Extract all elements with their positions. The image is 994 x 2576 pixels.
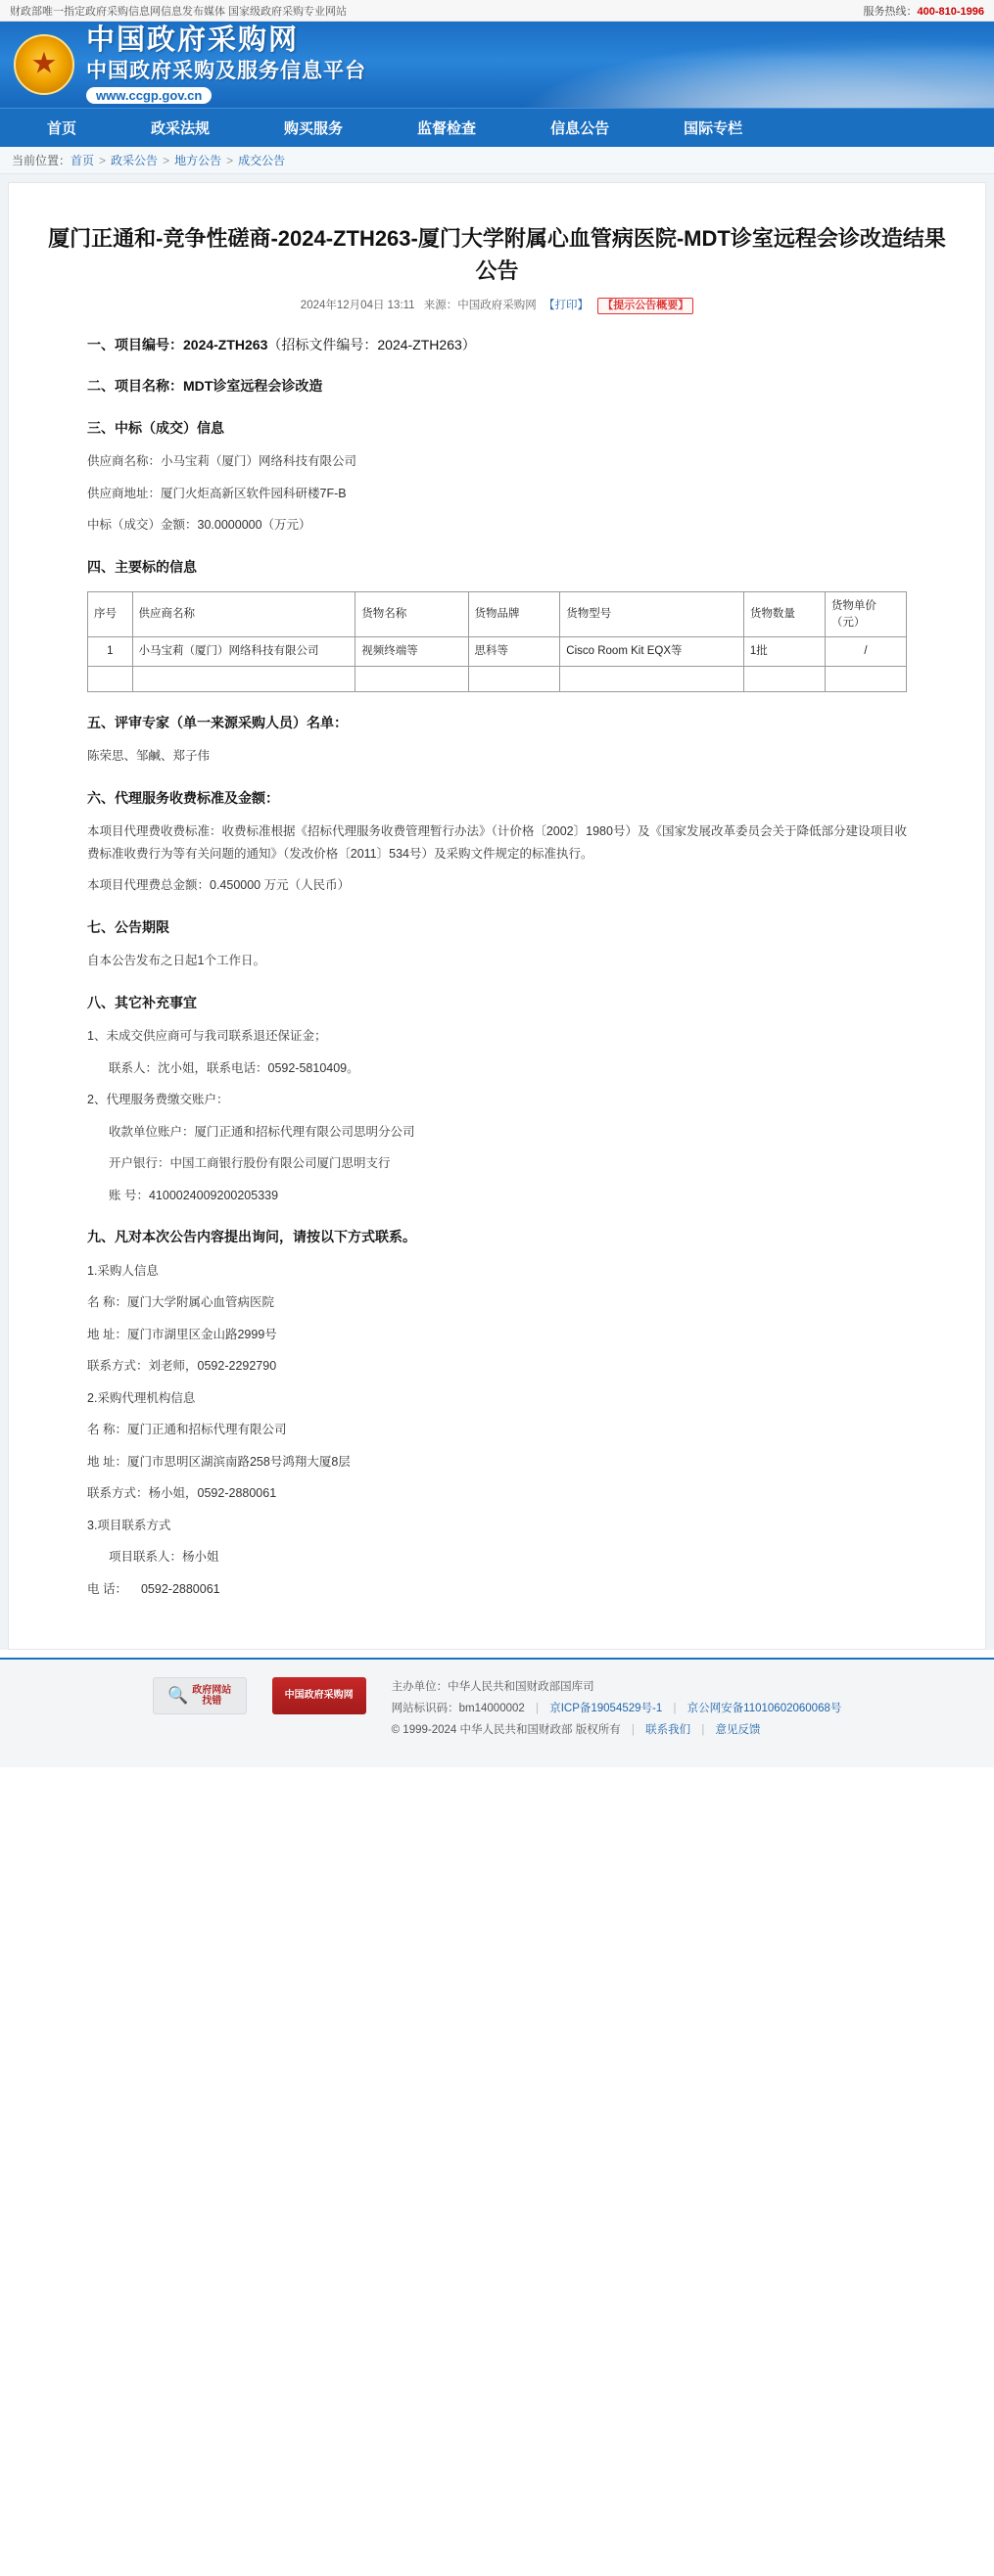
agency-fee-standard: 本项目代理费收费标准：收费标准根据《招标代理服务收费管理暂行办法》（计价格〔2002〕1980号）及《国家发展改革委员会关于降低部分建设项目收费标准收费行为等有关问题的通知》（发改价格〔2011〕534号）及采购文件规定的标准执行。 bbox=[87, 824, 907, 861]
hotline-number: 400-810-1996 bbox=[917, 5, 984, 18]
table-header-row bbox=[88, 592, 907, 637]
nav-item-home[interactable]: 首页 bbox=[47, 120, 77, 137]
publish-date: 2024年12月04日 13:11 bbox=[300, 300, 415, 311]
supplier-address-label: 供应商地址： bbox=[87, 486, 162, 500]
purchaser-name-label: 名 称： bbox=[87, 1295, 127, 1310]
breadcrumb-separator: > bbox=[163, 153, 170, 167]
col-header-goods-name: 货物名称 bbox=[355, 592, 468, 637]
cell-quantity bbox=[743, 667, 825, 692]
agency-address-row bbox=[87, 1451, 907, 1474]
footer-ids bbox=[392, 1699, 842, 1720]
project-contact-title: 3.项目联系方式 bbox=[87, 1518, 171, 1532]
magnifier-icon: 🔍 bbox=[167, 1686, 189, 1706]
agency-address-label: 地 址： bbox=[87, 1454, 127, 1469]
main-nav[interactable] bbox=[0, 108, 994, 147]
breadcrumb-separator: > bbox=[99, 153, 107, 167]
section-project-number bbox=[87, 334, 907, 355]
summary-badge[interactable]: 【提示公告概要】 bbox=[597, 298, 693, 314]
banner-text-block bbox=[86, 24, 366, 106]
col-header-supplier: 供应商名称 bbox=[132, 592, 355, 637]
supplement-item-2: 2、代理服务费缴交账户： bbox=[87, 1093, 229, 1107]
footer-divider: | bbox=[701, 1723, 705, 1736]
table-row bbox=[88, 667, 907, 692]
footer-icp-value: bm14000002 bbox=[458, 1702, 525, 1714]
article-body bbox=[46, 334, 948, 1600]
site-title: 中国政府采购网 bbox=[86, 23, 300, 56]
cell-goods-name: 视频终端等 bbox=[355, 637, 468, 667]
nav-item-supervision[interactable]: 监督检查 bbox=[417, 120, 477, 137]
project-contact-tel-label: 电 话： bbox=[87, 1581, 127, 1596]
ccgp-seal-badge[interactable] bbox=[272, 1677, 366, 1714]
badge-gov-line2: 找错 bbox=[202, 1696, 222, 1708]
project-number-value: 2024-ZTH263 bbox=[183, 337, 268, 352]
purchaser-contact-label: 联系方式： bbox=[87, 1359, 149, 1374]
footer-copyright-row bbox=[392, 1720, 842, 1742]
utility-bar-tagline: 财政部唯一指定政府采购信息网信息发布媒体 国家级政府采购专业网站 bbox=[10, 5, 348, 18]
supplier-address-value: 厦门火炬高新区软件园科研楼7F-B bbox=[161, 486, 347, 500]
project-number-note: （招标文件编号：2024-ZTH263） bbox=[267, 337, 476, 352]
section-2-title: 二、项目名称： bbox=[87, 378, 183, 395]
agency-info-title: 2.采购代理机构信息 bbox=[87, 1390, 196, 1405]
breadcrumb-item-result[interactable]: 成交公告 bbox=[238, 154, 286, 167]
footer-divider: | bbox=[673, 1702, 677, 1714]
site-url[interactable]: www.ccgp.gov.cn bbox=[86, 87, 212, 104]
section-5-title: 五、评审专家（单一来源采购人员）名单： bbox=[87, 715, 348, 731]
page-title: 厦门正通和-竞争性磋商-2024-ZTH263-厦门大学附属心血管病医院-MDT诊室远程会诊改造结果公告 bbox=[48, 226, 946, 283]
announcement-period: 自本公告发布之日起1个工作日。 bbox=[87, 954, 265, 968]
badge-red-line1: 中国政府采购网 bbox=[284, 1690, 354, 1702]
breadcrumb-item-local[interactable]: 地方公告 bbox=[174, 154, 222, 167]
badge-gov-text bbox=[192, 1685, 231, 1708]
footer-host: 主办单位：中华人民共和国财政部国库司 bbox=[391, 1681, 594, 1694]
cell-quantity: 1批 bbox=[743, 637, 825, 667]
page-body bbox=[0, 174, 994, 1650]
breadcrumb bbox=[0, 147, 994, 174]
footer-divider: | bbox=[631, 1723, 635, 1736]
col-header-brand: 货物品牌 bbox=[468, 592, 560, 637]
cell-supplier bbox=[132, 667, 355, 692]
national-emblem-icon bbox=[14, 34, 74, 95]
project-contact-person-label: 项目联系人： bbox=[109, 1550, 183, 1565]
site-banner bbox=[0, 22, 994, 108]
footer-copyright: © 1999-2024 中华人民共和国财政部 版权所有 bbox=[391, 1723, 621, 1736]
cell-model: Cisco Room Kit EQX等 bbox=[560, 637, 744, 667]
agency-name-row bbox=[87, 1419, 907, 1441]
purchaser-address-row bbox=[87, 1324, 907, 1346]
project-contact-tel-row bbox=[87, 1578, 907, 1601]
agency-name-label: 名 称： bbox=[87, 1423, 127, 1437]
section-1-title: 一、项目编号： bbox=[87, 337, 183, 352]
supplement-item-1: 1、未成交供应商可与我司联系退还保证金； bbox=[87, 1029, 327, 1044]
nav-item-purchase-service[interactable]: 购买服务 bbox=[284, 120, 344, 137]
purchaser-contact-row bbox=[87, 1355, 907, 1378]
breadcrumb-item-announcements[interactable]: 政采公告 bbox=[111, 154, 159, 167]
col-header-quantity: 货物数量 bbox=[743, 592, 825, 637]
supplier-name-value: 小马宝莉（厦门）网络科技有限公司 bbox=[161, 454, 357, 469]
supplier-address-row bbox=[87, 483, 907, 505]
purchaser-contact-value: 刘老师，0592-2292790 bbox=[148, 1359, 277, 1374]
review-experts-value: 陈荣思、邹鹹、郑子伟 bbox=[87, 749, 211, 764]
hotline-label: 服务热线： bbox=[863, 5, 918, 18]
section-9-title: 九、凡对本次公告内容提出询问，请按以下方式联系。 bbox=[87, 1229, 416, 1245]
award-amount-row bbox=[87, 514, 907, 537]
main-goods-table bbox=[87, 591, 907, 692]
breadcrumb-separator: > bbox=[226, 153, 234, 167]
agency-address-value: 厦门市思明区湖滨南路258号鸿翔大厦8层 bbox=[126, 1454, 351, 1469]
purchaser-name-value: 厦门大学附属心血管病医院 bbox=[126, 1295, 274, 1310]
breadcrumb-prefix: 当前位置： bbox=[12, 154, 71, 167]
purchaser-info-title: 1.采购人信息 bbox=[87, 1263, 159, 1278]
footer-contact-link[interactable]: 联系我们 bbox=[645, 1723, 691, 1736]
award-amount-label: 中标（成交）金额： bbox=[87, 518, 198, 533]
cell-goods-name bbox=[355, 667, 468, 692]
project-name-value: MDT诊室远程会诊改造 bbox=[183, 378, 323, 395]
cell-brand: 思科等 bbox=[468, 637, 560, 667]
section-7-title: 七、公告期限 bbox=[87, 918, 169, 935]
article-card bbox=[8, 182, 986, 1650]
agency-name-value: 厦门正通和招标代理有限公司 bbox=[126, 1423, 287, 1437]
project-contact-person-value: 杨小姐 bbox=[182, 1550, 219, 1565]
nav-item-international[interactable]: 国际专栏 bbox=[684, 120, 743, 137]
breadcrumb-item-home[interactable]: 首页 bbox=[71, 154, 95, 167]
footer-info bbox=[392, 1677, 842, 1742]
purchaser-address-label: 地 址： bbox=[87, 1327, 127, 1341]
payee-account-name: 收款单位账户：厦门正通和招标代理有限公司思明分公司 bbox=[109, 1124, 415, 1139]
supplier-name-label: 供应商名称： bbox=[87, 454, 162, 469]
payee-bank: 开户银行：中国工商银行股份有限公司厦门思明支行 bbox=[109, 1156, 391, 1171]
award-amount-value: 30.0000000（万元） bbox=[197, 518, 311, 533]
supplement-item-1-contact: 联系人：沈小姐，联系电话：0592-5810409。 bbox=[109, 1060, 359, 1075]
agency-contact-label: 联系方式： bbox=[87, 1486, 149, 1501]
project-contact-person-row bbox=[109, 1546, 907, 1569]
nav-item-announcements[interactable]: 信息公告 bbox=[550, 120, 610, 137]
cell-unit-price: / bbox=[825, 637, 906, 667]
col-header-unit-price: 货物单价（元） bbox=[825, 592, 906, 637]
supplier-name-row bbox=[87, 450, 907, 473]
gov-website-error-report-badge[interactable] bbox=[153, 1677, 247, 1714]
service-hotline bbox=[863, 3, 984, 19]
cell-model bbox=[560, 667, 744, 692]
project-contact-tel-value: 0592-2880061 bbox=[140, 1581, 220, 1596]
utility-bar bbox=[0, 0, 994, 22]
section-6-title: 六、代理服务收费标准及金额： bbox=[87, 789, 279, 806]
nav-item-regulations[interactable]: 政采法规 bbox=[151, 120, 211, 137]
footer-beian-link[interactable]: 京ICP备19054529号-1 bbox=[549, 1702, 663, 1714]
agency-contact-row bbox=[87, 1482, 907, 1505]
section-3-title: 三、中标（成交）信息 bbox=[87, 419, 224, 436]
col-header-model: 货物型号 bbox=[560, 592, 744, 637]
footer-feedback-link[interactable]: 意见反馈 bbox=[715, 1723, 761, 1736]
site-subtitle: 中国政府采购及服务信息平台 bbox=[86, 60, 366, 83]
print-link[interactable]: 【打印】 bbox=[544, 300, 589, 311]
cell-index: 1 bbox=[88, 637, 133, 667]
agency-fee-amount: 本项目代理费总金额：0.450000 万元（人民币） bbox=[87, 878, 351, 893]
section-4-title: 四、主要标的信息 bbox=[87, 558, 197, 575]
section-8-title: 八、其它补充事宜 bbox=[87, 994, 197, 1010]
agency-contact-value: 杨小姐，0592-2880061 bbox=[148, 1486, 277, 1501]
purchaser-address-value: 厦门市湖里区金山路2999号 bbox=[126, 1327, 277, 1341]
cell-supplier: 小马宝莉（厦门）网络科技有限公司 bbox=[132, 637, 355, 667]
article-meta bbox=[46, 297, 948, 314]
section-project-name bbox=[87, 375, 907, 397]
site-footer bbox=[0, 1658, 994, 1767]
footer-icp-label: 网站标识码： bbox=[391, 1702, 459, 1714]
purchaser-name-row bbox=[87, 1291, 907, 1314]
payee-account-number: 账 号：4100024009200205339 bbox=[109, 1188, 279, 1202]
footer-divider: | bbox=[536, 1702, 539, 1714]
col-header-index: 序号 bbox=[88, 592, 133, 637]
cell-index bbox=[88, 667, 133, 692]
footer-gongan-link[interactable]: 京公网安备11010602060068号 bbox=[686, 1702, 842, 1714]
cell-unit-price bbox=[825, 667, 906, 692]
article-source: 来源：中国政府采购网 bbox=[423, 300, 537, 311]
table-row bbox=[88, 637, 907, 667]
badge-gov-line1: 政府网站 bbox=[192, 1684, 232, 1696]
cell-brand bbox=[468, 667, 560, 692]
